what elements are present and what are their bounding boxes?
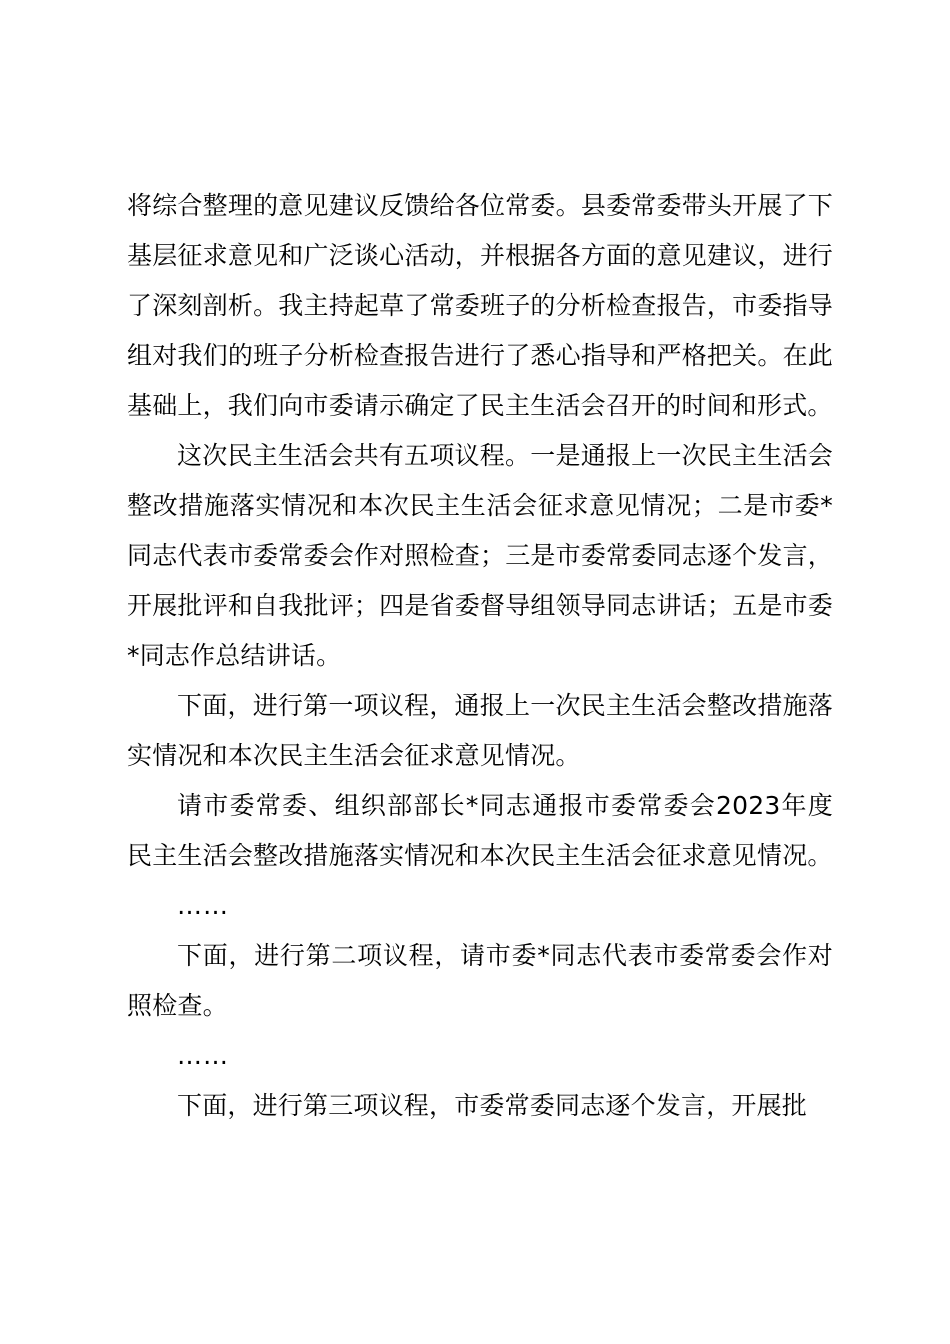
- ellipsis-line-1: ……: [177, 891, 229, 920]
- paragraph-agenda-item-1: 下面，进行第一项议程，通报上一次民主生活会整改措施落实情况和本次民主生活会征求意见情况。: [127, 691, 833, 770]
- paragraph-agenda-overview: 这次民主生活会共有五项议程。一是通报上一次民主生活会整改措施落实情况和本次民主生活会征求意见情况；二是市委*同志代表市委常委会作对照检查；三是市委常委同志逐个发言，开展批评和自我批评；四是省委督导组领导同志讲话；五是市委*同志作总结讲话。: [127, 441, 833, 670]
- paragraph-continuation: 将综合整理的意见建议反馈给各位常委。县委常委带头开展了下基层征求意见和广泛谈心活动，并根据各方面的意见建议，进行了深刻剖析。我主持起草了常委班子的分析检查报告，市委指导组对我们的班子分析检查报告进行了悉心指导和严格把关。在此基础上，我们向市委请示确定了民主生活会召开的时间和形式。: [127, 191, 833, 420]
- paragraph-agenda-item-3: 下面，进行第三项议程，市委常委同志逐个发言，开展批: [177, 1091, 808, 1120]
- ellipsis-line-2: ……: [177, 1041, 229, 1070]
- document-body: [127, 181, 833, 1131]
- paragraph-agenda-item-2: 下面，进行第二项议程，请市委*同志代表市委常委会作对照检查。: [127, 941, 833, 1020]
- paragraph-report-request: 请市委常委、组织部部长*同志通报市委常委会2023年度民主生活会整改措施落实情况和本次民主生活会征求意见情况。: [127, 791, 833, 870]
